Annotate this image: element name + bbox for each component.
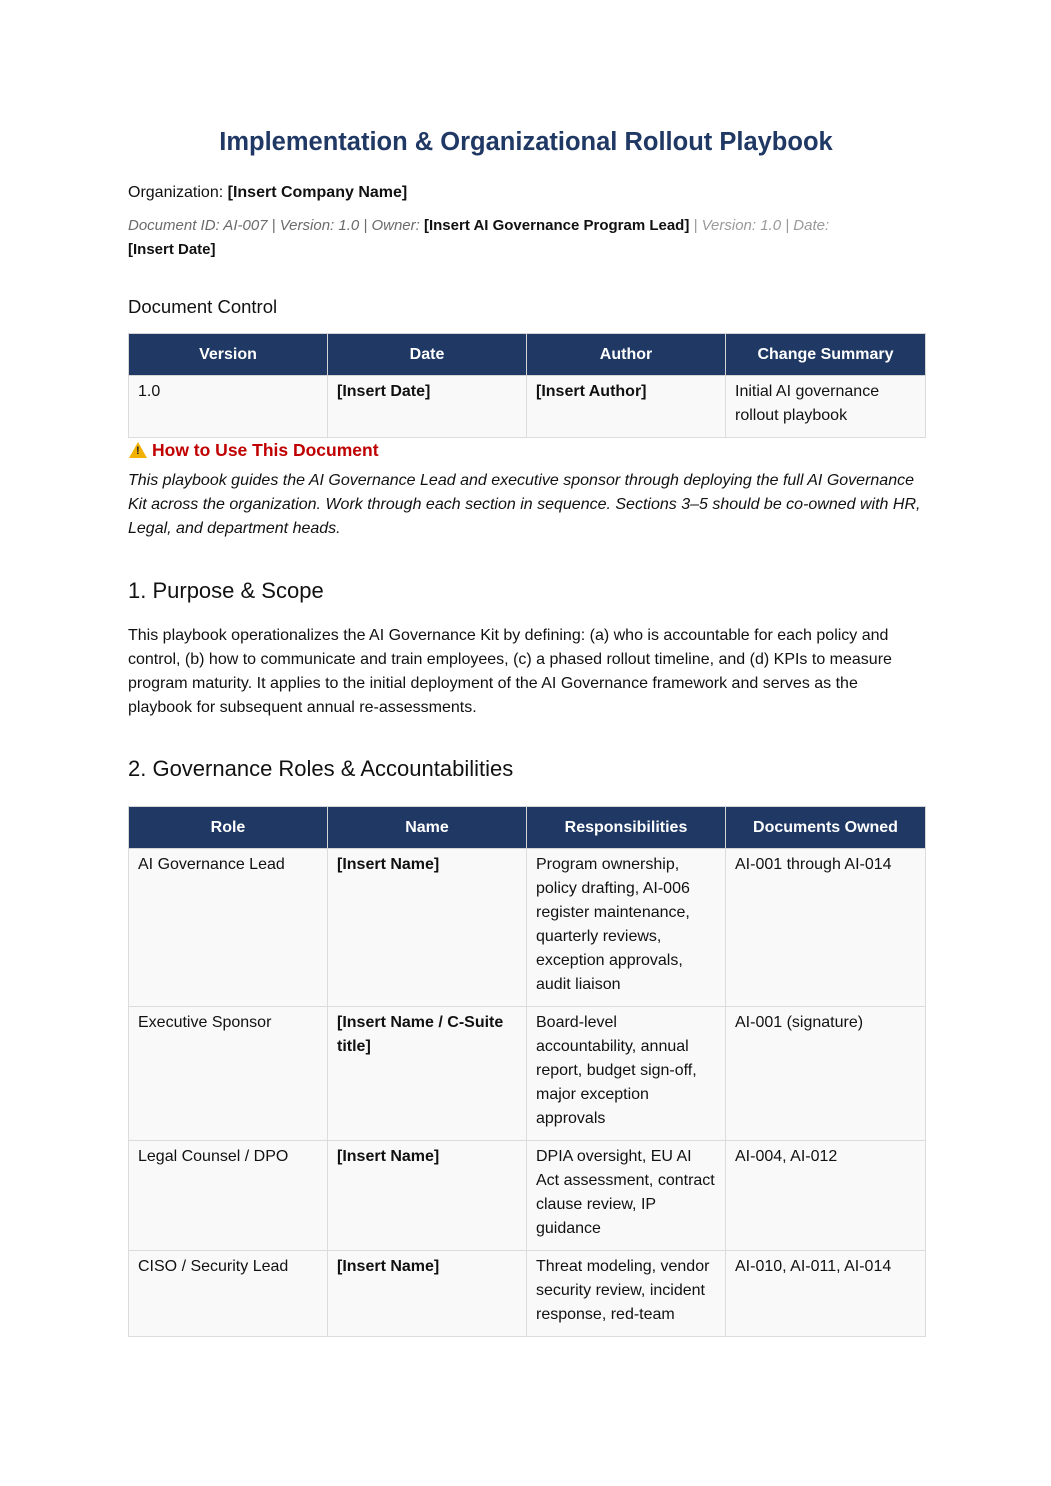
table-cell: AI-001 through AI-014 [726,849,926,1007]
table-header-row [129,807,926,849]
table-cell: [Insert Name] [328,849,527,1007]
table-row [129,376,926,438]
document-control-heading: Document Control [128,296,278,317]
column-header: Responsibilities [527,807,726,849]
table-cell: Board-level accountability, annual report, budget sign-off, major exception approvals [527,1007,726,1141]
document-control-table [128,333,926,438]
organization-value: [Insert Company Name] [227,184,408,201]
table-cell: Program ownership, policy drafting, AI-006 register maintenance, quarterly reviews, exception approvals, audit liaison [527,849,726,1007]
table-cell: [Insert Name] [328,1251,527,1337]
organization-label: Organization: [128,184,224,201]
table-cell: AI-010, AI-011, AI-014 [726,1251,926,1337]
column-header: Date [328,334,527,376]
table-row [129,1007,926,1141]
column-header: Version [129,334,328,376]
table-cell: DPIA oversight, EU AI Act assessment, contract clause review, IP guidance [527,1141,726,1251]
column-header: Role [129,807,328,849]
table-row [129,1251,926,1337]
warning-icon: ! [129,442,147,458]
table-cell: [Insert Name] [328,1141,527,1251]
table-cell: [Insert Author] [527,376,726,438]
table-cell: Threat modeling, vendor security review, incident response, red-team [527,1251,726,1337]
notice-heading [128,440,924,460]
meta-date: [Insert Date] [128,240,216,258]
section-heading-roles: 2. Governance Roles & Accountabilities [128,756,514,781]
table-cell: AI-001 (signature) [726,1007,926,1141]
roles-table [128,806,926,1337]
page-title: Implementation & Organizational Rollout Playbook [219,128,833,156]
column-header: Name [328,807,527,849]
table-cell: Legal Counsel / DPO [129,1141,328,1251]
table-cell: AI-004, AI-012 [726,1141,926,1251]
table-cell: CISO / Security Lead [129,1251,328,1337]
section-paragraph-purpose: This playbook operationalizes the AI Governance Kit by defining: (a) who is accountable for each policy and control, (b) how to communicate and train employees, (c) a phased rollout timeline, and (d) KPIs to measure program maturity. It applies to the initial deployment of the AI Governance framework and serves as the playbook for subsequent annual re-assessments. [128,627,892,716]
column-header: Documents Owned [726,807,926,849]
section-heading-purpose: 1. Purpose & Scope [128,578,324,603]
table-cell: Initial AI governance rollout playbook [726,376,926,438]
table-row [129,849,926,1007]
table-cell: AI Governance Lead [129,849,328,1007]
table-row [129,1141,926,1251]
meta-id-version-owner: Document ID: AI-007 | Version: 1.0 | Owner: [128,217,420,234]
table-cell: 1.0 [129,376,328,438]
column-header: Change Summary [726,334,926,376]
notice-title: How to Use This Document [152,440,379,460]
notice-body: This playbook guides the AI Governance Lead and executive sponsor through deploying the full AI Governance Kit across the organization. Work through each section in sequence. Sections 3–5 should be co-owned with HR, Legal, and department heads. [128,472,921,537]
meta-owner: [Insert AI Governance Program Lead] [423,217,690,234]
meta-version-date: | Version: 1.0 | Date: [693,217,830,234]
organization-line [128,182,924,204]
column-header: Author [527,334,726,376]
table-cell: [Insert Name / C-Suite title] [328,1007,527,1141]
table-cell: Executive Sponsor [129,1007,328,1141]
table-cell: [Insert Date] [328,376,527,438]
document-meta [128,214,924,261]
table-header-row [129,334,926,376]
